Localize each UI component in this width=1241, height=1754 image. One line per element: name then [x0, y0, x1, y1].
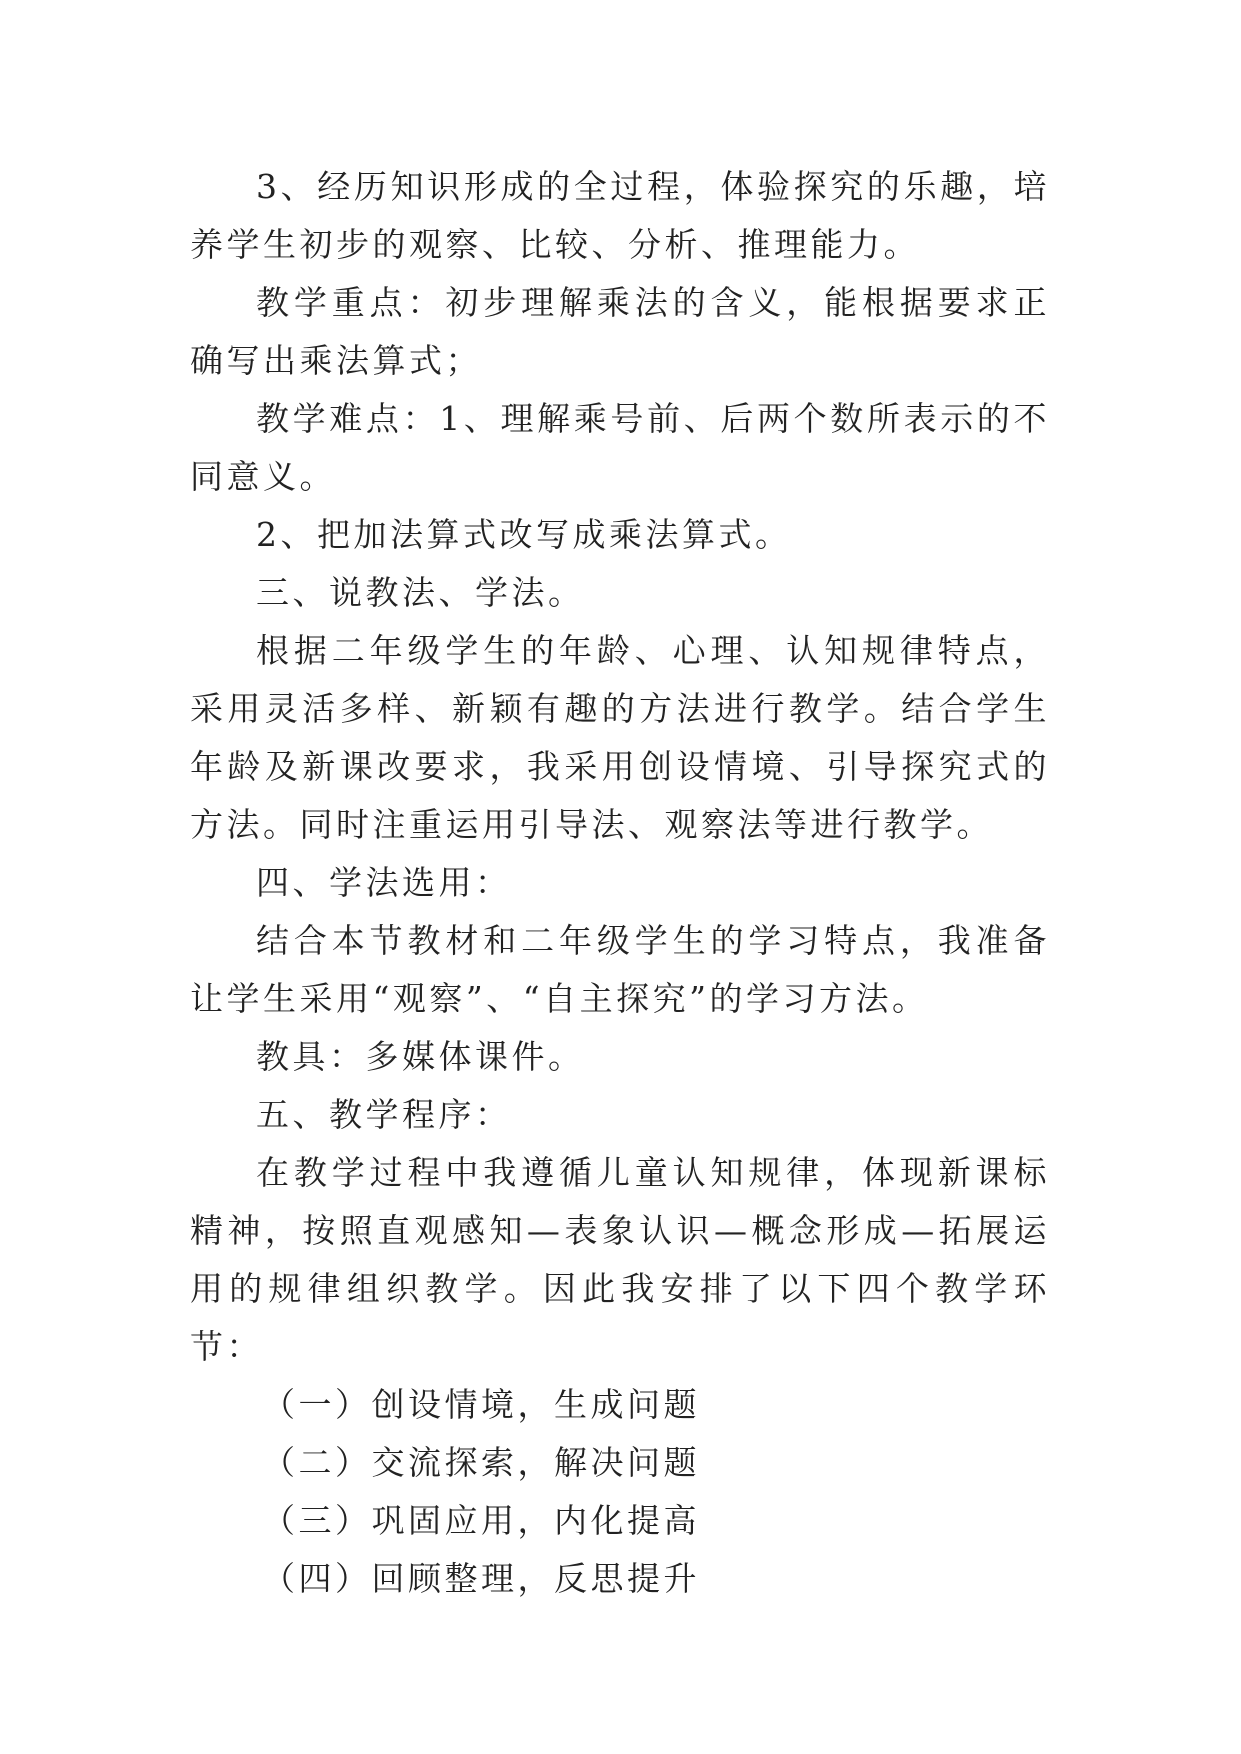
paragraph-difficulty-2: 2、把加法算式改写成乘法算式。 [256, 515, 792, 554]
section-heading-procedure: 五、教学程序： [256, 1095, 512, 1134]
paragraph-key-point: 教学重点：初步理解乘法的含义，能根据要求正确写出乘法算式； [190, 283, 1050, 380]
paragraph-objective-3: 3、经历知识形成的全过程，体验探究的乐趣，培养学生初步的观察、比较、分析、推理能力。 [190, 167, 1050, 264]
paragraph-learning-method: 结合本节教材和二年级学生的学习特点，我准备让学生采用“观察”、“自主探究”的学习方法。 [190, 921, 1050, 1018]
paragraph-difficulty-1: 教学难点：1、理解乘号前、后两个数所表示的不同意义。 [190, 399, 1050, 496]
paragraph-procedure: 在教学过程中我遵循儿童认知规律，体现新课标精神，按照直观感知—表象认识—概念形成—拓展运用的规律组织教学。因此我安排了以下四个教学环节： [190, 1153, 1051, 1366]
paragraph-teaching-method: 根据二年级学生的年龄、心理、认知规律特点，采用灵活多样、新颖有趣的方法进行教学。结合学生年龄及新课改要求，我采用创设情境、引导探究式的方法。同时注重运用引导法、观察法等进行教学。 [190, 631, 1050, 844]
list-item-step-2: （二）交流探索，解决问题 [262, 1443, 700, 1482]
section-heading-learning-method: 四、学法选用： [256, 863, 512, 902]
section-heading-methods: 三、说教法、学法。 [256, 573, 585, 612]
paragraph-teaching-aids: 教具：多媒体课件。 [256, 1037, 585, 1076]
document-body [190, 158, 1050, 1608]
list-item-step-3: （三）巩固应用，内化提高 [262, 1501, 700, 1540]
list-item-step-1: （一）创设情境，生成问题 [262, 1385, 700, 1424]
list-item-step-4: （四）回顾整理，反思提升 [262, 1559, 700, 1598]
